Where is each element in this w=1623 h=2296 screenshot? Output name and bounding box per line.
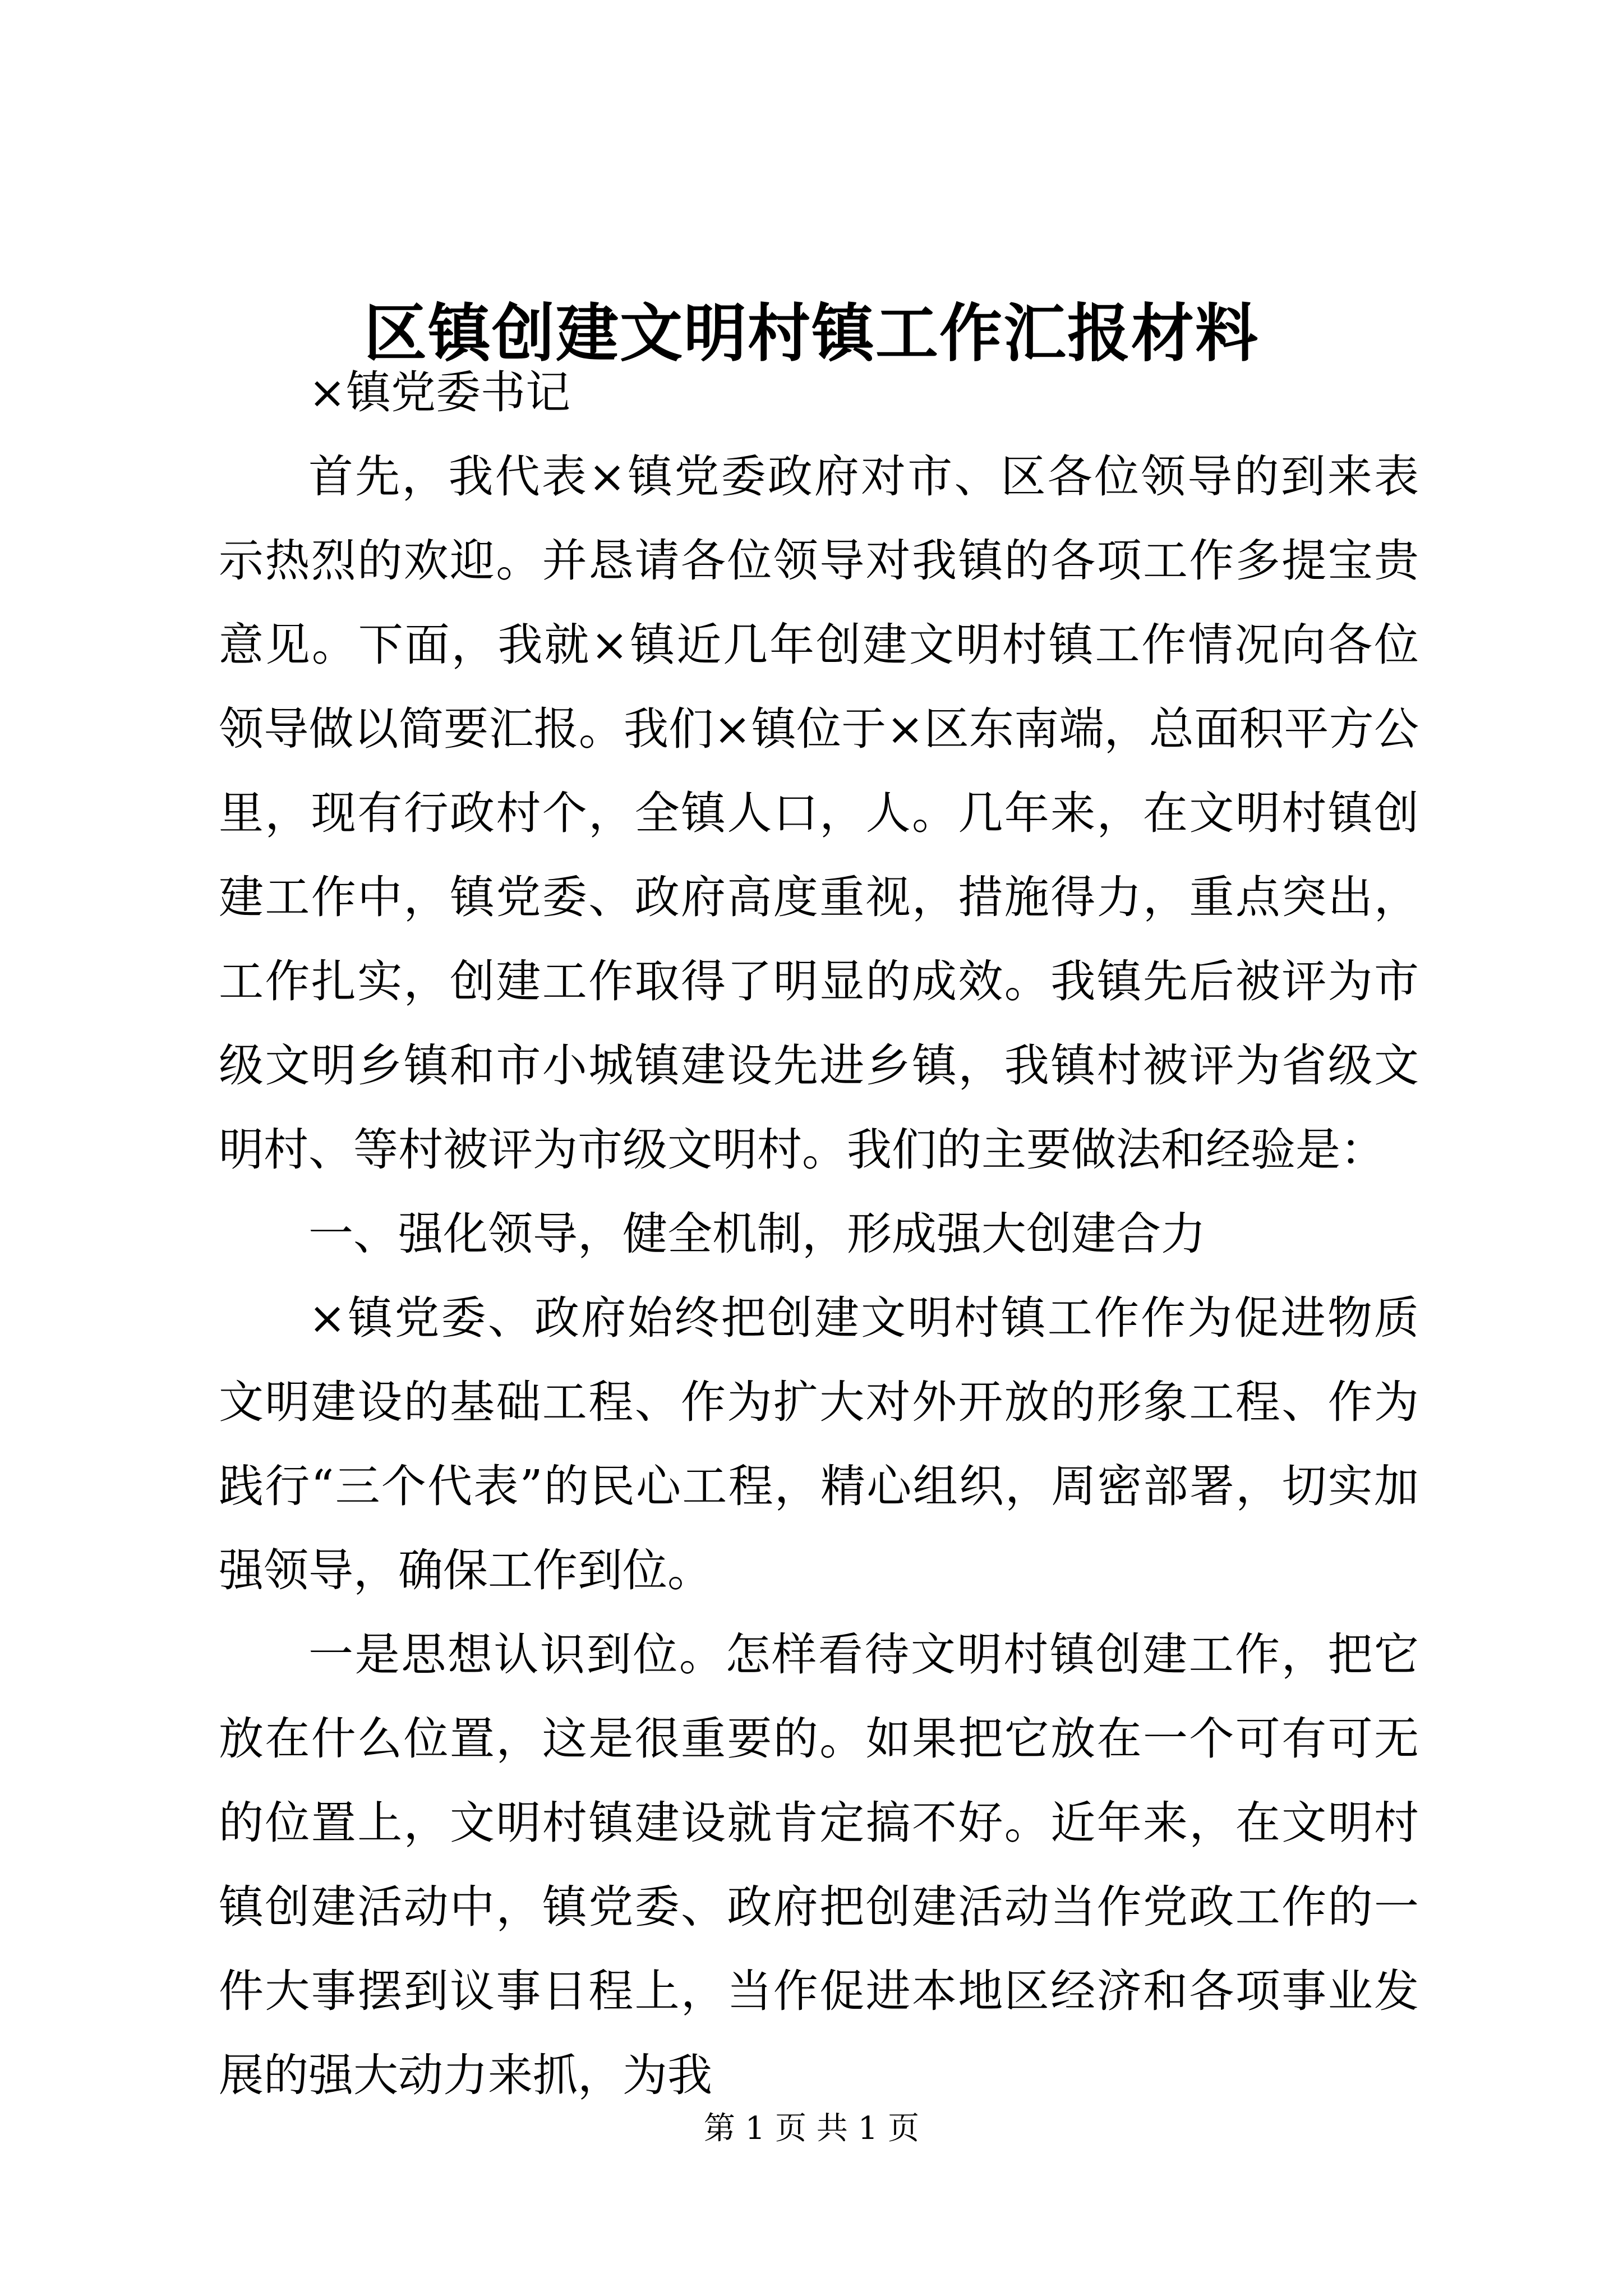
document-body bbox=[219, 351, 1419, 2118]
point-paragraph: 一是思想认识到位。怎样看待文明村镇创建工作，把它放在什么位置，这是很重要的。如果把它放在一个可有可无的位置上，文明村镇建设就肯定搞不好。近年来，在文明村镇创建活动中，镇党委、政府把创建活动当作党政工作的一件大事摆到议事日程上，当作促进本地区经济和各项事业发展的强大动力来抓，为我 bbox=[219, 1628, 1419, 2101]
section-heading: 一、强化领导，健全机制，形成强大创建合力 bbox=[308, 1208, 1206, 1260]
document-title: 区镇创建文明村镇工作汇报材料 bbox=[364, 297, 1259, 370]
section-paragraph: ×镇党委、政府始终把创建文明村镇工作作为促进物质文明建设的基础工程、作为扩大对外开放的形象工程、作为践行“三个代表”的民心工程，精心组织，周密部署，切实加强领导，确保工作到位。 bbox=[219, 1292, 1419, 1596]
intro-paragraph: 首先，我代表×镇党委政府对市、区各位领导的到来表示热烈的欢迎。并恳请各位领导对我镇的各项工作多提宝贵意见。下面，我就×镇近几年创建文明村镇工作情况向各位领导做以简要汇报。我们×镇位于×区东南端，总面积平方公里，现有行政村个，全镇人口，人。几年来，在文明村镇创建工作中，镇党委、政府高度重视，措施得力，重点突出，工作扎实，创建工作取得了明显的成效。我镇先后被评为市级文明乡镇和市小城镇建设先进乡镇，我镇村被评为省级文明村、等村被评为市级文明村。我们的主要做法和经验是： bbox=[219, 450, 1419, 1176]
page-footer: 第 1 页 共 1 页 bbox=[703, 2110, 920, 2147]
author-line: ×镇党委书记 bbox=[308, 366, 571, 418]
